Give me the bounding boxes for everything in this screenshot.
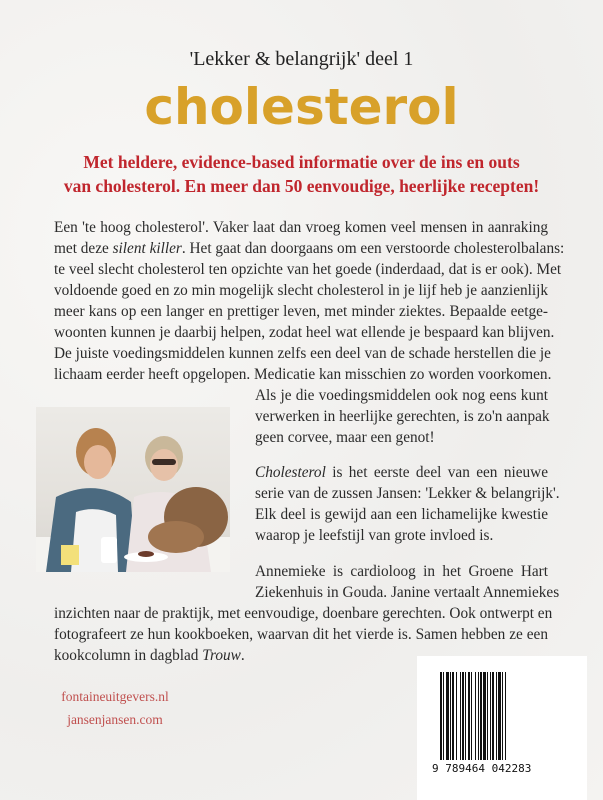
text-line: Elk deel is gewijd aan een lichamelijke kwestie — [255, 506, 548, 523]
isbn-number: 9 789464 042283 — [432, 762, 532, 775]
text-line: geen corvee, maar een genot! — [255, 429, 435, 446]
text-line: Annemieke is cardioloog in het Groene Hart — [255, 563, 548, 580]
text-line: kookcolumn in dagblad Trouw. — [54, 647, 245, 664]
italic-term: Cholesterol — [255, 464, 326, 481]
barcode-icon — [440, 672, 536, 760]
text-line: De juiste voedingsmiddelen kunnen zelfs een deel van de schade herstellen die je — [54, 345, 551, 362]
text-line: fotografeert ze hun kookboeken, waarvan dit het vierde is. Samen hebben ze een — [54, 626, 548, 643]
subtitle-line: van cholesterol. En meer dan 50 eenvoudige, heerlijke recepten! — [63, 176, 540, 196]
text-line: lichaam eerder heeft opgelopen. Medicatie kan misschien zo worden voorkomen. — [54, 366, 552, 383]
italic-term: Trouw — [202, 647, 241, 664]
text-line: te veel slecht cholesterol ten opzichte van het goede (inderdaad, dat is er ook). Met — [54, 261, 562, 278]
authors-photo — [36, 407, 230, 572]
text-line: verwerken in heerlijke gerechten, is zo'n aanpak — [255, 408, 550, 425]
book-title: cholesterol — [144, 78, 459, 136]
authors-website-link[interactable]: jansenjansen.com — [67, 712, 163, 727]
italic-term: silent killer — [112, 240, 182, 257]
text-line: Een 'te hoog cholesterol'. Vaker laat dan vroeg komen veel mensen in aanraking — [54, 219, 548, 236]
barcode-bar — [506, 672, 508, 760]
text-line: woonten kunnen je daarbij helpen, zodat heel wat ellende je bespaard kan blijven. — [54, 324, 555, 341]
text-line: voldoende goed en zo min mogelijk slecht cholesterol in je lijf heb je aanzienlijk — [54, 282, 549, 299]
publisher-link[interactable]: fontaineuitgevers.nl — [61, 689, 169, 704]
text-line: Cholesterol is het eerste deel van een nieuwe — [255, 464, 548, 481]
subtitle-line: Met heldere, evidence-based informatie over de ins en outs — [83, 152, 520, 172]
text-line: Als je die voedingsmiddelen ook nog eens kunt — [255, 387, 548, 404]
text-line: Ziekenhuis in Gouda. Janine vertaalt Annemiekes — [255, 584, 560, 601]
text-line: meer kans op een langer en prettiger leven, met minder ziektes. Bepaalde eetge- — [54, 303, 548, 320]
text-line: inzichten naar de praktijk, met eenvoudige, doenbare gerechten. Ook ontwerpt en — [54, 605, 553, 622]
text-line: serie van de zussen Jansen: 'Lekker & belangrijk'. — [255, 485, 560, 502]
text-line: waarop je leefstijl van grote invloed is. — [255, 527, 494, 544]
series-label: 'Lekker & belangrijk' deel 1 — [189, 48, 414, 70]
text-line: met deze silent killer. Het gaat dan doorgaans om een verstoorde cholesterolbalans: — [54, 240, 565, 257]
